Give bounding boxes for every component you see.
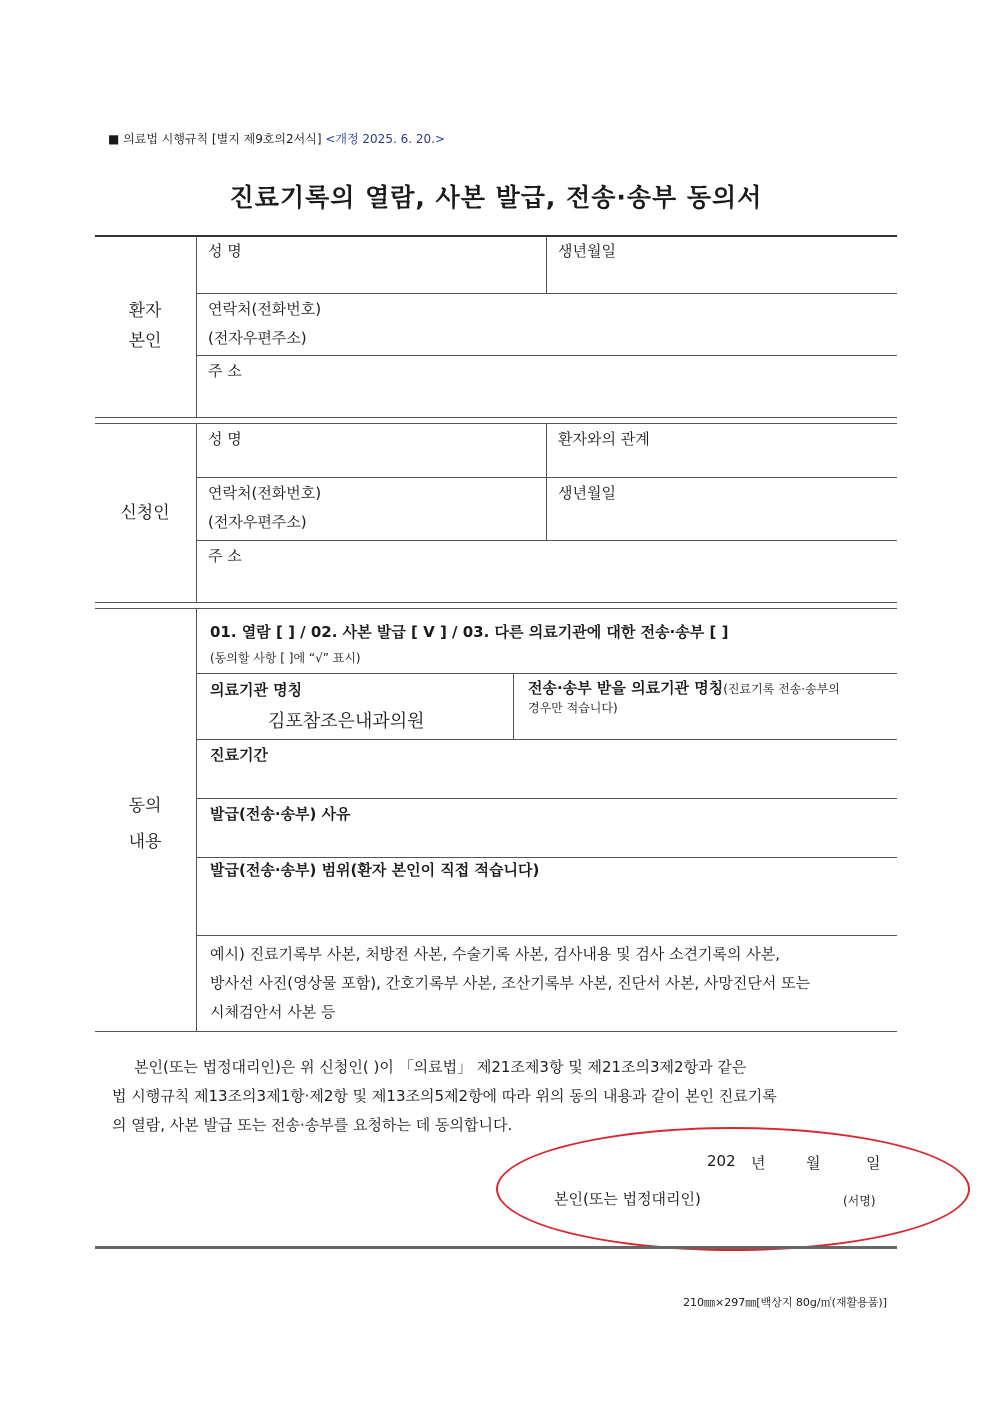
transfer-institution-cell[interactable] xyxy=(528,679,890,717)
date-year[interactable]: 202 xyxy=(707,1152,736,1170)
applicant-name-label: 성 명 xyxy=(208,430,242,448)
patient-birth-field[interactable] xyxy=(550,262,890,290)
statement-line-3: 의 열람, 사본 발급 또는 전송·송부를 요청하는 데 동의합니다. xyxy=(112,1116,513,1134)
document-title: 진료기록의 열람, 사본 발급, 전송·송부 동의서 xyxy=(229,183,763,212)
consent-row-line xyxy=(196,798,897,799)
footer-rule xyxy=(95,1246,897,1249)
applicant-contact-field[interactable] xyxy=(380,482,540,536)
patient-email-label: (전자우편주소) xyxy=(208,329,307,347)
applicant-relation-field[interactable] xyxy=(550,450,890,474)
applicant-address-field[interactable] xyxy=(200,567,890,597)
patient-contact-label: 연락처(전화번호) xyxy=(208,300,322,318)
patient-name-field[interactable] xyxy=(200,262,540,290)
patient-name-label: 성 명 xyxy=(208,242,242,260)
consent-row-line xyxy=(196,935,897,936)
date-month-unit: 월 xyxy=(806,1154,821,1172)
form-reference xyxy=(108,130,445,147)
patient-address-field[interactable] xyxy=(200,382,890,412)
transfer-note-2: 경우만 적습니다) xyxy=(528,701,618,715)
consent-section-label: 동의 내용 xyxy=(128,796,162,852)
institution-label: 의료기관 명칭 xyxy=(210,681,303,699)
revision-text: <개정 2025. 6. 20.> xyxy=(325,132,445,146)
consent-row-line xyxy=(196,857,897,858)
scope-label: 발급(전송·송부) 범위(환자 본인이 직접 적습니다) xyxy=(210,861,540,879)
reason-field[interactable] xyxy=(200,825,890,853)
applicant-section-label: 신청인 xyxy=(120,503,170,523)
applicant-contact-label: 연락처(전화번호) xyxy=(208,484,322,502)
patient-row-line xyxy=(196,293,897,294)
applicant-divider xyxy=(196,424,197,602)
applicant-relation-label: 환자와의 관계 xyxy=(558,430,650,448)
patient-row-line xyxy=(196,355,897,356)
patient-name-divider xyxy=(546,236,547,293)
date-year-unit: 년 xyxy=(751,1154,766,1172)
patient-birth-label: 생년월일 xyxy=(558,242,616,260)
form-ref-text: ■ 의료법 시행규칙 [별지 제9호의2서식] xyxy=(108,132,322,146)
transfer-note: (진료기록 전송·송부의 xyxy=(723,682,840,696)
applicant-row-line xyxy=(196,540,897,541)
section-border xyxy=(95,608,897,609)
date-day-unit: 일 xyxy=(866,1154,881,1172)
signer-label: 본인(또는 법정대리인) xyxy=(554,1190,701,1208)
consent-options-line[interactable]: 01. 열람 [ ] / 02. 사본 발급 [ V ] / 03. 다른 의료기관에 대한 전송·송부 [ ] xyxy=(210,623,729,641)
transfer-label: 전송·송부 받을 의료기관 명칭 xyxy=(528,679,724,697)
applicant-address-label: 주 소 xyxy=(208,547,242,565)
applicant-name-field[interactable] xyxy=(200,450,540,474)
patient-address-label: 주 소 xyxy=(208,362,242,380)
scope-example: 예시) 진료기록부 사본, 처방전 사본, 수술기록 사본, 검사내용 및 검사 소견기록의 사본, 방사선 사진(영상물 포함), 간호기록부 사본, 조산기록부 사본, 진단서 사본, 사망진단서 또는 시체검안서 사본 등 xyxy=(210,945,811,1021)
scope-field[interactable] xyxy=(200,884,890,930)
period-field[interactable] xyxy=(200,766,890,794)
consent-row-line xyxy=(196,673,897,674)
reason-label: 발급(전송·송부) 사유 xyxy=(210,805,351,823)
statement-line-1: 본인(또는 법정대리인)은 위 신청인( )이 「의료법」 제21조제3항 및 제21조의3제2항과 같은 xyxy=(134,1058,747,1076)
consent-row-line xyxy=(196,739,897,740)
table-bottom-border xyxy=(95,1031,897,1032)
section-border xyxy=(95,417,897,418)
patient-section-label: 환자 본인 xyxy=(128,301,162,351)
patient-contact-field[interactable] xyxy=(380,298,890,350)
period-label: 진료기간 xyxy=(210,746,268,764)
applicant-birth-label: 생년월일 xyxy=(558,484,616,502)
applicant-row-line xyxy=(196,477,897,478)
applicant-birth-field[interactable] xyxy=(550,504,890,536)
consent-options-note: (동의할 사항 [ ]에 “√” 표시) xyxy=(210,651,361,665)
paper-spec: 210㎜×297㎜[백상지 80g/㎡(재활용품)] xyxy=(683,1296,887,1309)
section-border xyxy=(95,602,897,603)
institution-value[interactable]: 김포참조은내과의원 xyxy=(268,711,425,732)
patient-divider xyxy=(196,236,197,418)
section-border xyxy=(95,423,897,424)
applicant-email-label: (전자우편주소) xyxy=(208,513,307,531)
applicant-col-divider xyxy=(546,424,547,540)
signature-field[interactable] xyxy=(730,1184,840,1208)
consent-col-divider xyxy=(513,673,514,739)
statement-line-2: 법 시행규칙 제13조의3제1항·제2항 및 제13조의5제2항에 따라 위의 동의 내용과 같이 본인 진료기록 xyxy=(112,1087,777,1105)
sign-note: (서명) xyxy=(843,1194,876,1208)
table-top-border xyxy=(95,235,897,237)
